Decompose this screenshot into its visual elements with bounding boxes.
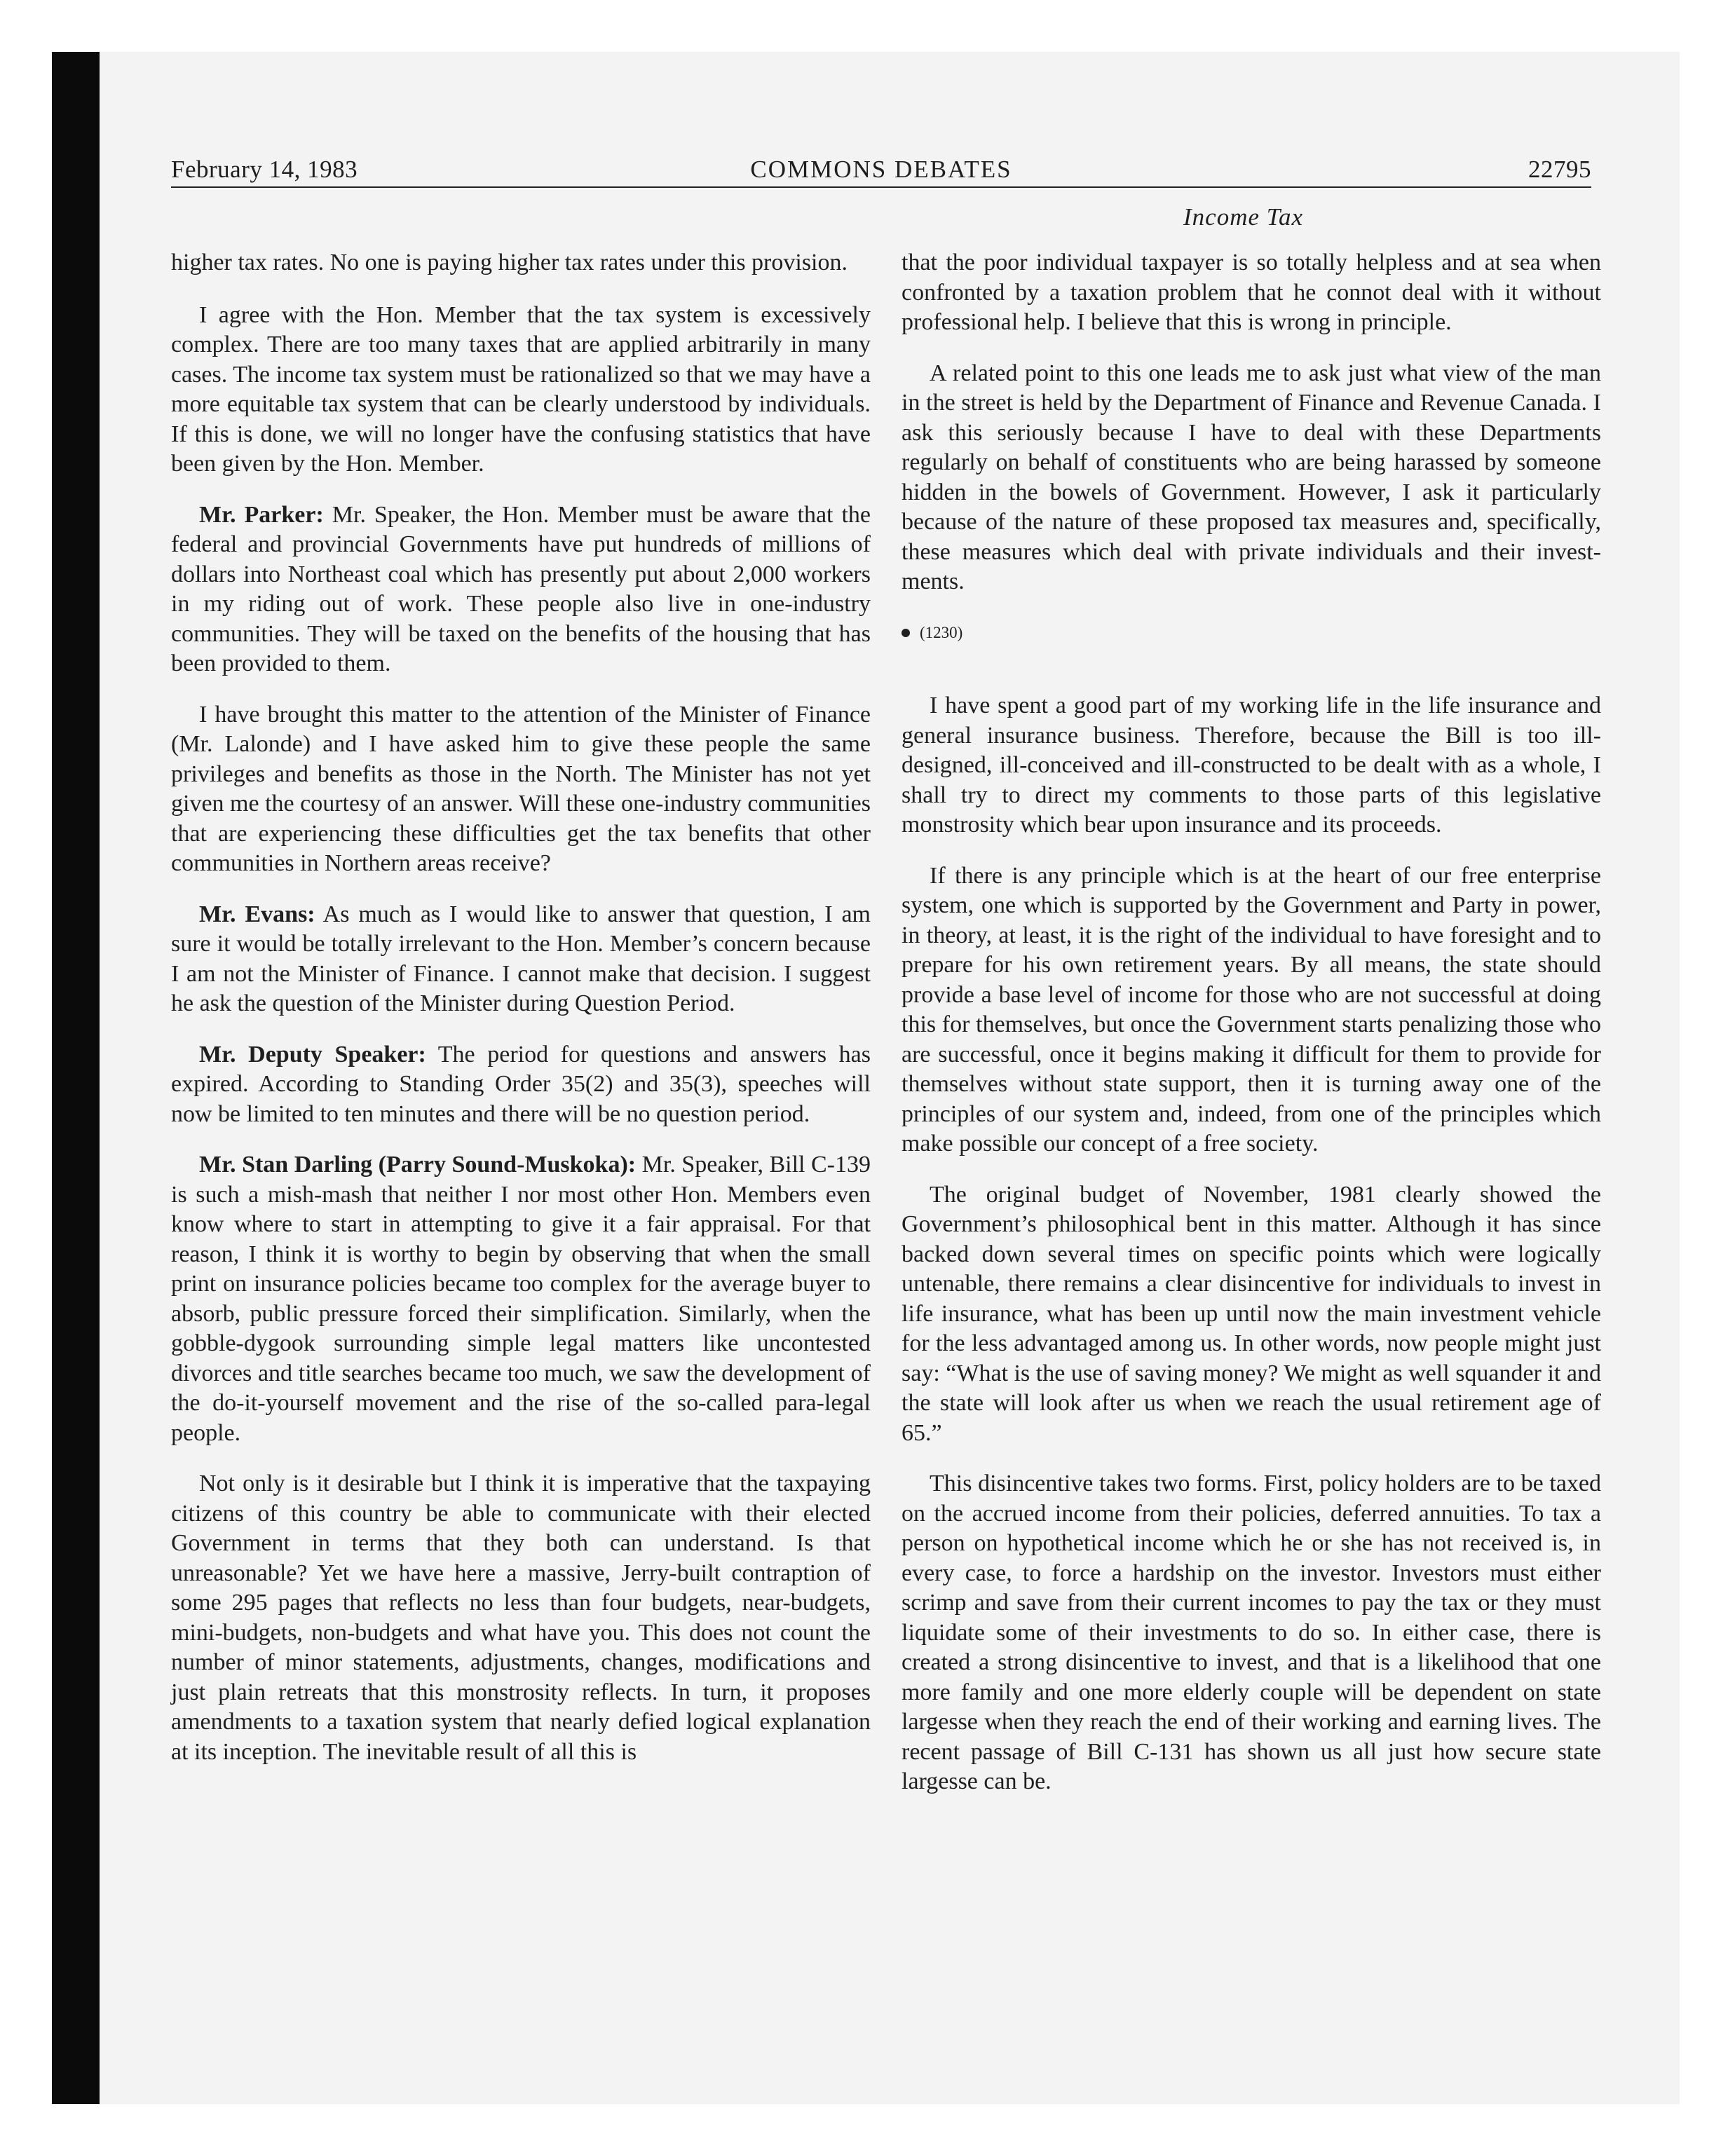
bullet-icon (901, 629, 910, 637)
time-marker (901, 618, 1601, 648)
subject-heading: Income Tax (1183, 203, 1304, 231)
paragraph: A related point to this one leads me to ask just what view of the man in the street is held by the Department of Finance and Revenue Canada. I ask this seriously because I have to deal with these Departments regularly on behalf of constituents who are being harassed by someone hidden in the bowels of Government. However, I ask it particularly because of the nature of these proposed tax measures and, specifically, these measures which deal with private individuals and their investments. (901, 360, 1601, 594)
speech-text: Mr. Speaker, Bill C-139 is such a mish-mash that neither I nor most other Hon. Members even know where to start in attempting to give it a fair appraisal. For that reason, I think it is worthy to begin by observing that when the small print on insurance policies became too complex for the average buyer to absorb, public pressure forced their simplification. Similarly, when the gobble-dygook surrounding simple legal matters like uncontested divorces and title searches became too much, we saw the development of the do-it-yourself movement and the rise of the so-called para-legal people. (171, 1152, 871, 1446)
paragraph: The original budget of November, 1981 clearly showed the Government’s philosophical bent in this matter. Although it has since backed down several times on specific points which were logically untenable, there remains a clear disincentive for individuals to invest in life insurance, what has been up until now the main investment vehicle for the less advantaged among us. In other words, now people might just say: “What is the use of saving money? We might as well squander it and the state will look after us when we reach the usual retirement age of 65.” (901, 1181, 1601, 1446)
speaker-name: Mr. Stan Darling (Parry Sound-Muskoka): (199, 1152, 637, 1178)
speech-paragraph (171, 500, 871, 679)
paragraph: higher tax rates. No one is paying higher tax rates under this provision. (171, 250, 848, 275)
paragraph: I have spent a good part of my working life in the life insurance and general insurance business. Therefore, because the Bill is too ill-designed, ill-conceived and ill-constructed to be dealt with as a whole, I shall try to direct my comments to those parts of this legislative monstrosity which bear upon insurance and its proceeds. (901, 692, 1601, 838)
paragraph: Not only is it desirable but I think it is imperative that the taxpaying citizens of this country be able to communicate with their elected Government in terms that they both can understand. Is that unreasonable? Yet we have here a massive, Jerry-built contraption of some 295 pages that reflects no less than four budgets, near-budgets, mini-budgets, non-budgets and what have you. This does not count the number of minor statements, adjustments, changes, modifications and just plain retreats that this monstrosity reflects. In turn, it proposes amendments to a taxation system that nearly defied logical explanation at its inception. The inevitable result of all this is (171, 1471, 871, 1765)
speech-paragraph (171, 900, 871, 1019)
speech-paragraph (171, 1150, 871, 1448)
speech-text: As much as I would like to answer that question, I am sure it would be totally irrelevant to the Hon. Member’s concern because I am not the Minister of Finance. I cannot make that decision. I suggest he ask the question of the Minister during Question Period. (171, 901, 871, 1016)
paragraph: that the poor individual taxpayer is so totally helpless and at sea when confronted by a taxation problem that he connot deal with it without professional help. I believe that this is wrong in principle. (901, 250, 1601, 335)
speech-text: Mr. Speaker, the Hon. Member must be aware that the federal and provincial Governments have put hundreds of millions of dollars into Northeast coal which has presently put about 2,000 workers in my riding out of work. These people also live in one-industry communities. They will be taxed on the benefits of the housing that has been provided to them. (171, 501, 871, 676)
speaker-name: Mr. Deputy Speaker: (199, 1041, 426, 1067)
paragraph: If there is any principle which is at the heart of our free enterprise system, one which is supported by the Government and Party in power, in theory, at least, it is the right of the individual to have foresight and to prepare for his own retirement years. By all means, the state should provide a base level of income for those who are not successful at doing this for themselves, but once the Government starts penalizing those who are successful, once it begins making it difficult for them to provide for themselves without state support, then it is turning away one of the principles of our system and, indeed, from one of the principles which make possible our concept of a free society. (901, 862, 1601, 1157)
speaker-name: Mr. Parker: (199, 501, 324, 528)
header-rule (171, 186, 1591, 188)
left-column (171, 248, 871, 1788)
header-date: February 14, 1983 (171, 156, 358, 183)
paragraph: I have brought this matter to the attention of the Minister of Finance (Mr. Lalonde) and I have asked him to give these people the same privileges and benefits as those in the North. The Minister has not yet given me the courtesy of an answer. Will these one-industry communities that are experiencing these difficulties get the tax benefits that other communities in Northern areas receive? (171, 701, 871, 876)
speech-text: The period for questions and answers has expired. According to Standing Order 35(2) and 35(3), speeches will now be limited to ten minutes and there will be no question period. (171, 1041, 871, 1127)
right-column (901, 248, 1601, 1818)
paragraph: I agree with the Hon. Member that the tax system is excessively complex. There are too many taxes that are applied arbitrarily in many cases. The income tax system must be rationalized so that we may have a more equitable tax system that can be clearly understood by individuals. If this is done, we will no longer have the confusing statistics that have been given by the Hon. Member. (171, 301, 871, 477)
speech-paragraph (171, 1040, 871, 1130)
speaker-name: Mr. Evans: (199, 901, 315, 927)
binding-edge (52, 52, 100, 2104)
header-title: COMMONS DEBATES (750, 156, 1012, 183)
page-number: 22795 (1528, 156, 1591, 183)
time-marker-label: (1230) (920, 623, 963, 641)
paragraph: This disincentive takes two forms. First, policy holders are to be taxed on the accrued income from their policies, deferred annuities. To tax a person on hypothetical income which he or she has not received is, in every case, to force a hardship on the investor. Investors must either scrimp and save from their current incomes to pay the tax or they must liquidate some of their investments to do so. In either case, there is created a strong disincentive to invest, and that is a likelihood that one more family and one more elderly couple will be dependent on state largesse when they reach the end of their working and earning lives. The recent passage of Bill C-131 has shown us all just how secure state largesse can be. (901, 1471, 1601, 1794)
